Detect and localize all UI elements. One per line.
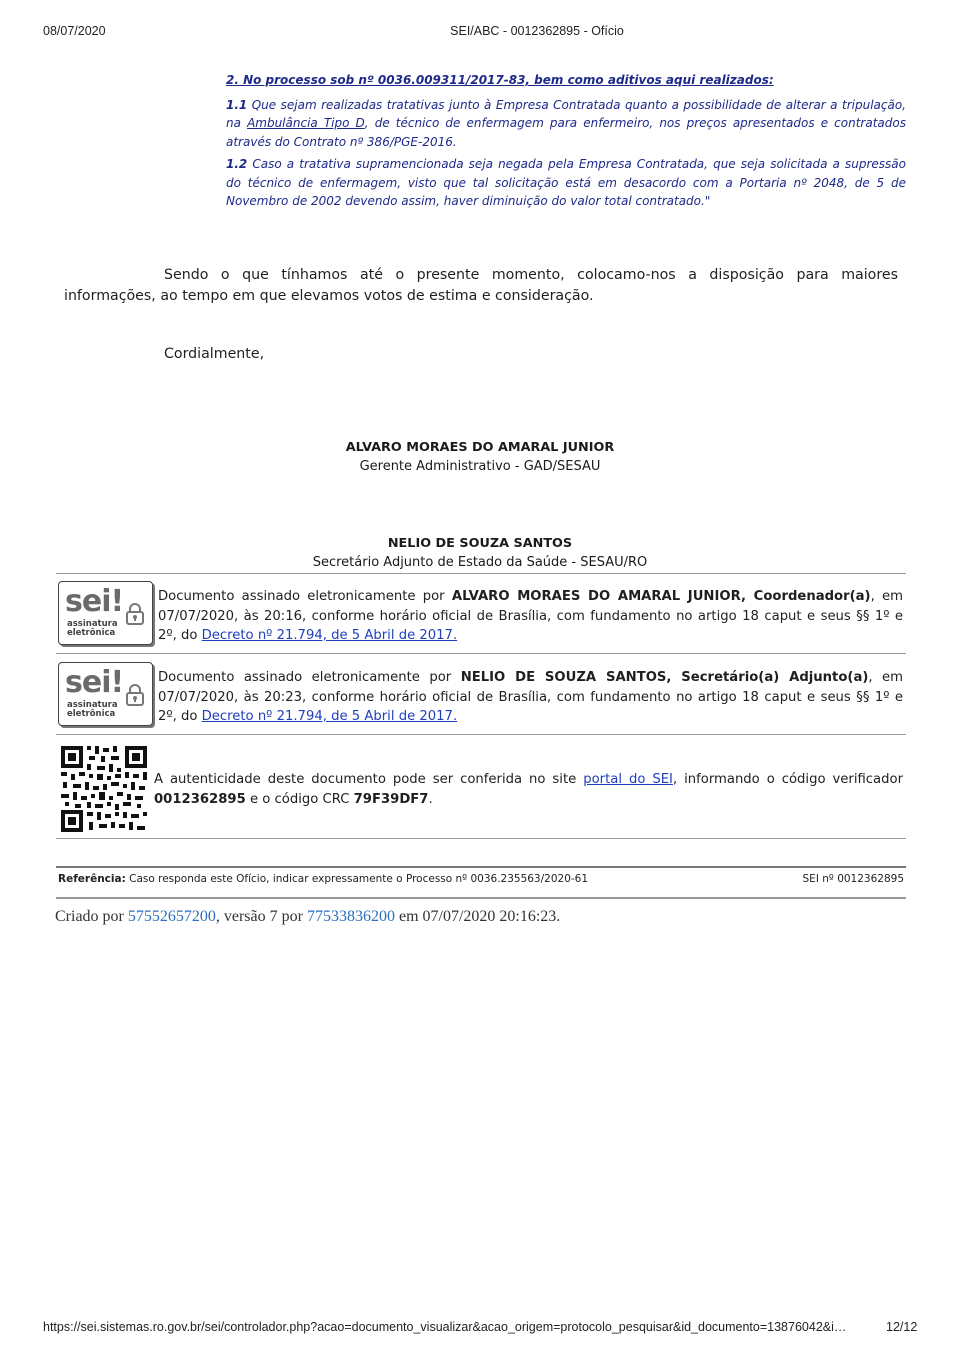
sei-seal-caption-line2: eletrônica (67, 709, 116, 719)
signature-2-signer: NELIO DE SOUZA SANTOS, Secretário(a) Adjunto(a) (460, 670, 869, 685)
signature-2-pre: Documento assinado eletronicamente por (158, 670, 461, 685)
print-url: https://sei.sistemas.ro.gov.br/sei/controlador.php?acao=documento_visualizar&acao_origem=protocolo_pesquisar&id_documento=13876042&i… (43, 1320, 847, 1334)
quote-block (226, 71, 906, 211)
sei-seal-caption (67, 620, 118, 638)
reference-top-rule (56, 866, 906, 868)
signature-1-post: , em 07/07/2020, às 20:16, conforme horário oficial de Brasília, com fundamento no artigo 18 caput e seus §§ 1º e 2º, do (158, 589, 903, 643)
reference-label: Referência: (58, 873, 126, 885)
quote-item-1 (226, 96, 906, 152)
created-post: em 07/07/2020 20:16:23. (394, 908, 561, 925)
sei-seal-caption-line2: eletrônica (67, 628, 116, 638)
quote-item-2 (226, 155, 906, 211)
divider (56, 838, 906, 839)
lock-icon (125, 683, 145, 707)
signatory-1-name: ALVARO MORAES DO AMARAL JUNIOR (345, 440, 615, 455)
print-title: SEI/ABC - 0012362895 - Ofício (450, 24, 624, 38)
print-page-number: 12/12 (886, 1320, 918, 1334)
quote-heading: 2. No processo sob nº 0036.009311/2017-83, bem como aditivos aqui realizados: (226, 73, 774, 87)
salutation: Cordialmente, (164, 346, 265, 362)
authenticity-text (154, 770, 903, 809)
creator-user-link[interactable]: 57552657200 (127, 908, 216, 925)
crc-code: 79F39DF7 (353, 791, 429, 807)
created-mid: , versão 7 por (215, 908, 307, 925)
authenticity-mid: , informando o código verificador (672, 772, 903, 787)
reference-bottom-rule (56, 897, 906, 899)
sei-seal (58, 581, 153, 645)
qr-code-icon (59, 744, 149, 834)
quote-item-1-text-end: , de técnico de enfermagem para enfermeiro, nos preços apresentados e contratados através do Contrato nº 386/PGE-2016. (226, 116, 906, 149)
editor-user-link[interactable]: 77533836200 (306, 908, 395, 925)
decreto-link[interactable]: Decreto nº 21.794, de 5 Abril de 2017. (201, 709, 458, 724)
verifier-code: 0012362895 (154, 791, 246, 807)
closing-paragraph: Sendo o que tínhamos até o presente momento, colocamo-nos a disposição para maiores informações, ao tempo em que elevamos votos de estima e consideração. (64, 267, 898, 304)
signatory-2-role: Secretário Adjunto de Estado da Saúde - SESAU/RO (312, 555, 648, 570)
sei-number: SEI nº 0012362895 (802, 873, 904, 885)
divider (56, 573, 906, 574)
portal-sei-link[interactable]: portal do SEI (583, 772, 673, 787)
print-date: 08/07/2020 (43, 24, 106, 38)
quote-item-1-number: 1.1 (226, 97, 248, 112)
signature-2-post: , em 07/07/2020, às 20:23, conforme horário oficial de Brasília, com fundamento no artigo 18 caput e seus §§ 1º e 2º, do (158, 670, 903, 724)
decreto-link[interactable]: Decreto nº 21.794, de 5 Abril de 2017. (201, 628, 458, 643)
sei-seal-logo: sei! (65, 584, 124, 619)
sei-seal-logo: sei! (65, 665, 124, 700)
quote-item-2-text: Caso a tratativa supramencionada seja negada pela Empresa Contratada, que seja solicitada a supressão do técnico de enfermagem, visto que tal solicitação está em desacordo com a Portaria nº 2048, de 5 de Novembro de 2002 devendo assim, haver diminuição do valor total contratado." (226, 157, 906, 208)
signature-2-text (158, 668, 903, 727)
signature-1-text (158, 587, 903, 646)
ambulancia-link[interactable]: Ambulância Tipo D (247, 116, 365, 130)
authenticity-mid2: e o código CRC (245, 791, 354, 807)
lock-icon (125, 602, 145, 626)
created-line (55, 908, 560, 926)
signature-1-pre: Documento assinado eletronicamente por (158, 589, 452, 604)
sei-seal-caption-line1: assinatura (67, 619, 118, 629)
sei-seal-caption (67, 701, 118, 719)
reference-text (58, 873, 588, 885)
signature-1-signer: ALVARO MORAES DO AMARAL JUNIOR, Coordenador(a) (451, 589, 871, 604)
reference-body: Caso responda este Ofício, indicar expressamente o Processo nº 0036.235563/2020-61 (125, 873, 589, 885)
authenticity-end: . (428, 791, 433, 807)
quote-item-2-number: 1.2 (226, 157, 248, 171)
sei-seal (58, 662, 153, 726)
quote-item-1-text-start: Que sejam realizadas tratativas junto à Empresa Contratada quanto a possibilidade de alterar a tripulação, na (226, 97, 906, 130)
divider (56, 734, 906, 735)
divider (56, 653, 906, 654)
sei-seal-caption-line1: assinatura (67, 700, 118, 710)
authenticity-pre: A autenticidade deste documento pode ser conferida no site (154, 772, 584, 787)
signatory-1-role: Gerente Administrativo - GAD/SESAU (359, 459, 601, 474)
signatory-2-name: NELIO DE SOUZA SANTOS (387, 536, 573, 551)
created-pre: Criado por (55, 908, 128, 925)
